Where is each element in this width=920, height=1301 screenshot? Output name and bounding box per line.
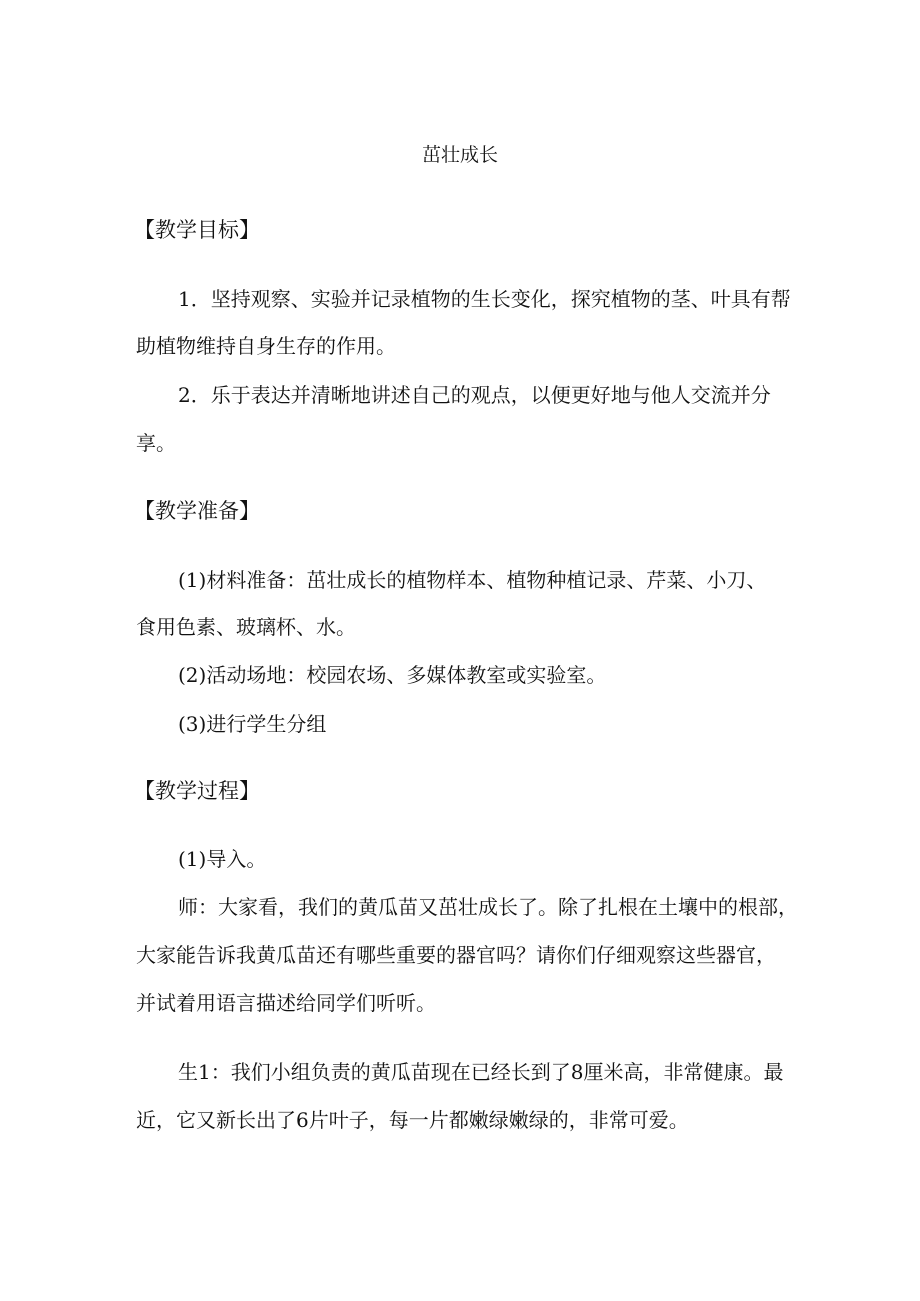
paragraph-line: 近，它又新长出了6片叶子，每一片都嫩绿嫩绿的，非常可爱。	[136, 1108, 689, 1132]
section-heading-process: 【教学过程】	[134, 779, 260, 803]
paragraph-line: (1)材料准备：茁壮成长的植物样本、植物种植记录、芹菜、小刀、	[178, 568, 767, 592]
paragraph-line: 师：大家看，我们的黄瓜苗又茁壮成长了。除了扎根在土壤中的根部，	[178, 895, 798, 919]
paragraph-line: 1．坚持观察、实验并记录植物的生长变化，探究植物的茎、叶具有帮	[178, 287, 791, 311]
paragraph-line: 享。	[136, 431, 176, 455]
paragraph-line: 大家能告诉我黄瓜苗还有哪些重要的器官吗？请你们仔细观察这些器官，	[136, 943, 776, 967]
section-heading-objectives: 【教学目标】	[134, 218, 260, 242]
paragraph-line: (1)导入。	[178, 847, 267, 871]
paragraph-line: 生1：我们小组负责的黄瓜苗现在已经长到了8厘米高，非常健康。最	[178, 1060, 784, 1084]
paragraph-line: 2．乐于表达并清晰地讲述自己的观点，以便更好地与他人交流并分	[178, 383, 771, 407]
paragraph-line: 并试着用语言描述给同学们听听。	[136, 991, 436, 1015]
paragraph-line: (2)活动场地：校园农场、多媒体教室或实验室。	[178, 663, 607, 687]
paragraph-line: 助植物维持自身生存的作用。	[136, 334, 396, 358]
paragraph-line: (3)进行学生分组	[178, 712, 327, 736]
paragraph-line: 食用色素、玻璃杯、水。	[136, 615, 356, 639]
section-heading-preparation: 【教学准备】	[134, 499, 260, 523]
page-title: 茁壮成长	[421, 144, 498, 166]
